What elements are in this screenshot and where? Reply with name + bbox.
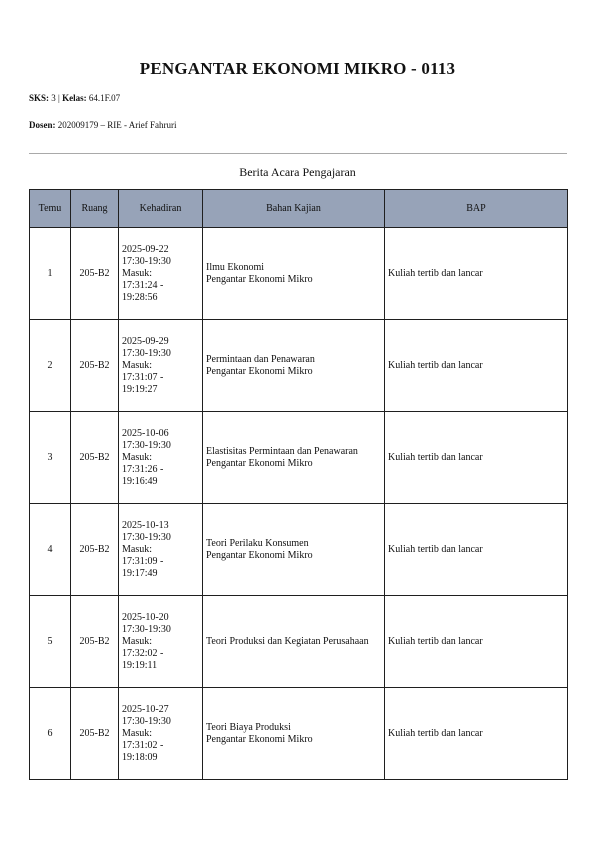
column-header-bap: BAP <box>385 190 568 228</box>
table-row <box>30 228 568 320</box>
cell-temu: 3 <box>30 412 71 504</box>
session-time: 17:30-19:30 <box>122 347 171 359</box>
cell-bahan-kajian <box>203 228 385 320</box>
table-row <box>30 596 568 688</box>
checkin-start: 17:31:02 - <box>122 739 164 751</box>
session-time: 17:30-19:30 <box>122 531 171 543</box>
topic-title: Permintaan dan Penawaran <box>206 353 315 365</box>
dosen-label: Dosen: <box>29 120 56 130</box>
cell-temu: 2 <box>30 320 71 412</box>
checkin-start: 17:31:24 - <box>122 279 164 291</box>
section-title: Berita Acara Pengajaran <box>239 165 356 179</box>
column-header-kehadiran: Kehadiran <box>119 190 203 228</box>
checkin-label: Masuk: <box>122 635 152 647</box>
checkin-label: Masuk: <box>122 359 152 371</box>
session-date: 2025-09-22 <box>122 243 169 255</box>
sks-label: SKS: <box>29 93 50 103</box>
topic-course: Pengantar Ekonomi Mikro <box>206 549 313 561</box>
session-time: 17:30-19:30 <box>122 439 171 451</box>
checkin-end: 19:16:49 <box>122 475 158 487</box>
topic-course: Pengantar Ekonomi Mikro <box>206 273 313 285</box>
cell-kehadiran <box>119 228 203 320</box>
cell-kehadiran <box>119 688 203 780</box>
topic-title: Elastisitas Permintaan dan Penawaran <box>206 445 358 457</box>
session-date: 2025-10-20 <box>122 611 169 623</box>
topic-title: Ilmu Ekonomi <box>206 261 265 273</box>
cell-kehadiran <box>119 504 203 596</box>
course-meta-line <box>29 93 120 104</box>
checkin-end: 19:17:49 <box>122 567 158 579</box>
checkin-label: Masuk: <box>122 451 152 463</box>
lecturer-line <box>29 120 176 131</box>
table-header-row <box>30 190 568 228</box>
checkin-start: 17:31:07 - <box>122 371 164 383</box>
topic-title: Teori Biaya Produksi <box>206 721 291 733</box>
cell-kehadiran <box>119 412 203 504</box>
kelas-label: Kelas: <box>62 93 87 103</box>
cell-bap: Kuliah tertib dan lancar <box>385 320 568 412</box>
cell-ruang: 205-B2 <box>71 504 119 596</box>
checkin-start: 17:32:02 - <box>122 647 164 659</box>
header-divider <box>29 153 567 154</box>
cell-bap: Kuliah tertib dan lancar <box>385 412 568 504</box>
meta-separator: | <box>58 93 60 103</box>
checkin-label: Masuk: <box>122 267 152 279</box>
column-header-bahan-kajian: Bahan Kajian <box>203 190 385 228</box>
topic-title: Teori Produksi dan Kegiatan Perusahaan <box>206 635 369 647</box>
cell-bahan-kajian <box>203 688 385 780</box>
cell-bahan-kajian <box>203 412 385 504</box>
dosen-value: 202009179 – RIE - Arief Fahruri <box>57 120 177 130</box>
cell-ruang: 205-B2 <box>71 228 119 320</box>
checkin-end: 19:28:56 <box>122 291 158 303</box>
cell-bahan-kajian <box>203 596 385 688</box>
checkin-start: 17:31:26 - <box>122 463 164 475</box>
session-time: 17:30-19:30 <box>122 715 171 727</box>
session-date: 2025-10-06 <box>122 427 169 439</box>
checkin-start: 17:31:09 - <box>122 555 164 567</box>
cell-ruang: 205-B2 <box>71 412 119 504</box>
page-title: PENGANTAR EKONOMI MIKRO - 0113 <box>139 59 456 78</box>
cell-kehadiran <box>119 320 203 412</box>
table-row <box>30 412 568 504</box>
cell-ruang: 205-B2 <box>71 596 119 688</box>
checkin-end: 19:18:09 <box>122 751 158 763</box>
topic-course: Pengantar Ekonomi Mikro <box>206 733 313 745</box>
kelas-value: 64.1F.07 <box>88 93 121 103</box>
cell-ruang: 205-B2 <box>71 320 119 412</box>
sks-value: 3 <box>51 93 56 103</box>
table-row <box>30 688 568 780</box>
session-date: 2025-10-13 <box>122 519 169 531</box>
cell-bahan-kajian <box>203 320 385 412</box>
column-header-ruang: Ruang <box>71 190 119 228</box>
cell-bap: Kuliah tertib dan lancar <box>385 596 568 688</box>
checkin-label: Masuk: <box>122 543 152 555</box>
cell-temu: 5 <box>30 596 71 688</box>
teaching-report-table <box>29 189 568 780</box>
cell-bap: Kuliah tertib dan lancar <box>385 504 568 596</box>
cell-temu: 1 <box>30 228 71 320</box>
column-header-temu: Temu <box>30 190 71 228</box>
table-row <box>30 320 568 412</box>
cell-ruang: 205-B2 <box>71 688 119 780</box>
session-time: 17:30-19:30 <box>122 255 171 267</box>
cell-temu: 4 <box>30 504 71 596</box>
session-date: 2025-09-29 <box>122 335 169 347</box>
session-time: 17:30-19:30 <box>122 623 171 635</box>
cell-bahan-kajian <box>203 504 385 596</box>
checkin-label: Masuk: <box>122 727 152 739</box>
table-row <box>30 504 568 596</box>
cell-bap: Kuliah tertib dan lancar <box>385 688 568 780</box>
topic-course: Pengantar Ekonomi Mikro <box>206 457 313 469</box>
checkin-end: 19:19:27 <box>122 383 158 395</box>
topic-course: Pengantar Ekonomi Mikro <box>206 365 313 377</box>
cell-kehadiran <box>119 596 203 688</box>
topic-title: Teori Perilaku Konsumen <box>206 537 309 549</box>
checkin-end: 19:19:11 <box>122 659 158 671</box>
cell-temu: 6 <box>30 688 71 780</box>
session-date: 2025-10-27 <box>122 703 169 715</box>
cell-bap: Kuliah tertib dan lancar <box>385 228 568 320</box>
